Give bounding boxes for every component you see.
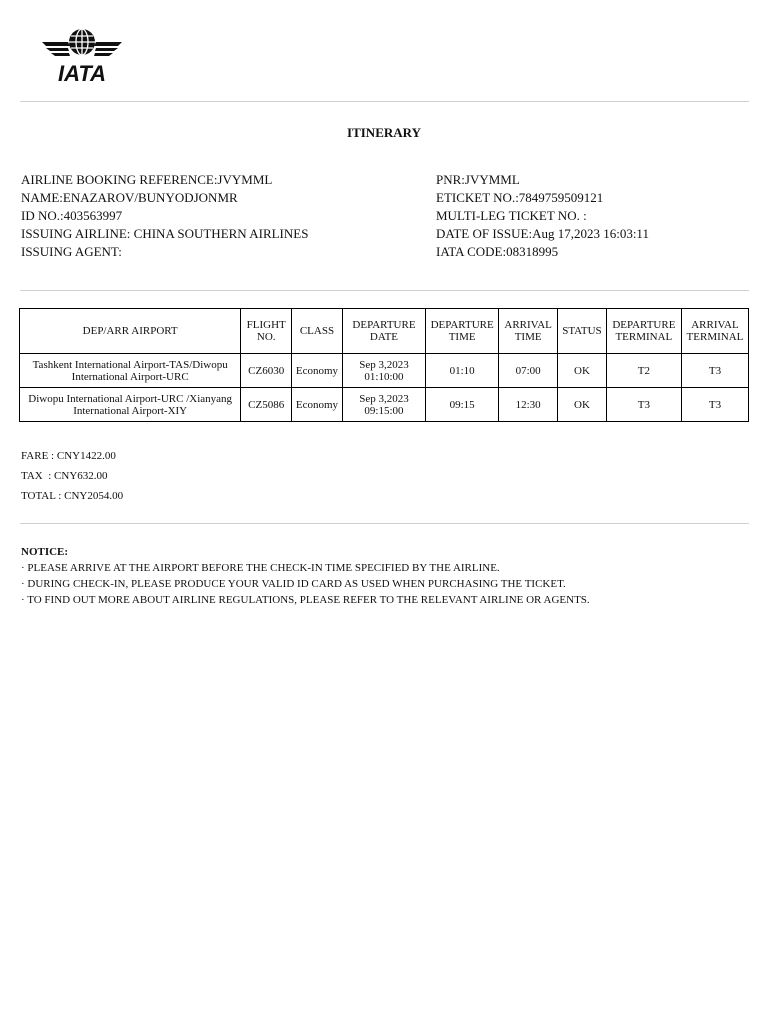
notice-item: · TO FIND OUT MORE ABOUT AIRLINE REGULATIONS, PLEASE REFER TO THE RELEVANT AIRLINE OR AGENTS. [21,594,590,606]
passenger-name: NAME:ENAZAROV/BUNYODJONMR [21,190,238,205]
svg-text:IATA: IATA [57,61,107,84]
cell-status: OK [558,388,607,422]
table-row [20,354,749,388]
cell-departure-terminal: T3 [606,388,681,422]
booking-reference: AIRLINE BOOKING REFERENCE:JVYMML [21,172,273,187]
header-arrival-terminal: ARRIVAL TERMINAL [681,309,748,354]
fare-amount: FARE : CNY1422.00 [21,450,116,462]
header-dep-arr-airport: DEP/ARR AIRPORT [20,309,241,354]
notice-item: · DURING CHECK-IN, PLEASE PRODUCE YOUR VALID ID CARD AS USED WHEN PURCHASING THE TICKET. [21,578,566,590]
page-title: ITINERARY [347,125,421,140]
booking-info-right [436,171,649,261]
cell-departure-date: Sep 3,2023 01:10:00 [342,354,425,388]
cell-airport: Tashkent International Airport-TAS/Diwopu International Airport-URC [20,354,241,388]
cell-flight-no: CZ5086 [241,388,292,422]
divider [20,523,749,524]
divider [20,101,749,102]
fare-summary [21,446,123,506]
iata-logo-icon [40,26,124,84]
cell-departure-date: Sep 3,2023 09:15:00 [342,388,425,422]
tax-amount: TAX : CNY632.00 [21,470,108,482]
cell-arrival-time: 07:00 [499,354,558,388]
cell-class: Economy [292,354,343,388]
header-status: STATUS [558,309,607,354]
cell-airport: Diwopu International Airport-URC /Xianyang International Airport-XIY [20,388,241,422]
header-class: CLASS [292,309,343,354]
table-header-row [20,309,749,354]
cell-arrival-terminal: T3 [681,354,748,388]
cell-arrival-terminal: T3 [681,388,748,422]
iata-logo [40,26,124,84]
cell-departure-terminal: T2 [606,354,681,388]
issuing-agent: ISSUING AGENT: [21,244,122,259]
cell-flight-no: CZ6030 [241,354,292,388]
divider [20,290,749,291]
eticket-number: ETICKET NO.:7849759509121 [436,190,604,205]
issuing-airline: ISSUING AIRLINE: CHINA SOUTHERN AIRLINES [21,226,309,241]
id-number: ID NO.:403563997 [21,208,123,223]
cell-arrival-time: 12:30 [499,388,558,422]
cell-departure-time: 01:10 [426,354,499,388]
header-departure-terminal: DEPARTURE TERMINAL [606,309,681,354]
notice-item: · PLEASE ARRIVE AT THE AIRPORT BEFORE THE CHECK-IN TIME SPECIFIED BY THE AIRLINE. [21,562,500,574]
cell-class: Economy [292,388,343,422]
header-departure-date: DEPARTURE DATE [342,309,425,354]
header-arrival-time: ARRIVAL TIME [499,309,558,354]
notice-heading: NOTICE: [21,546,69,558]
multi-leg-ticket-number: MULTI-LEG TICKET NO. : [436,208,587,223]
header-departure-time: DEPARTURE TIME [426,309,499,354]
cell-status: OK [558,354,607,388]
iata-code: IATA CODE:08318995 [436,244,559,259]
cell-departure-time: 09:15 [426,388,499,422]
total-amount: TOTAL : CNY2054.00 [21,490,124,502]
header-flight-no: FLIGHT NO. [241,309,292,354]
date-of-issue: DATE OF ISSUE:Aug 17,2023 16:03:11 [436,226,649,241]
notice-section [21,544,590,608]
pnr: PNR:JVYMML [436,172,520,187]
table-row [20,388,749,422]
booking-info-left [21,171,308,261]
flight-table [19,308,749,422]
